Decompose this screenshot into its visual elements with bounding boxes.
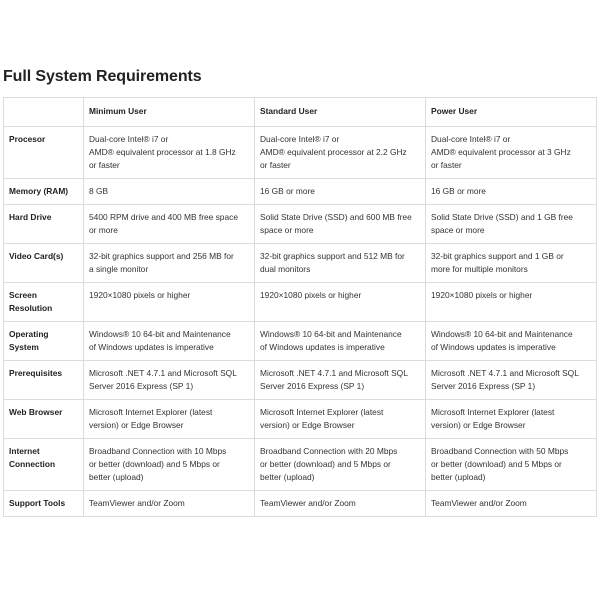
cell-standard [255, 322, 426, 361]
cell-standard [255, 283, 426, 322]
cell-line: Dual-core Intel® i7 or [89, 134, 169, 144]
table-row [4, 244, 597, 283]
cell-standard [255, 491, 426, 517]
cell-minimum [84, 491, 255, 517]
cell-line: space or more [260, 225, 314, 235]
cell-minimum [84, 127, 255, 179]
cell-minimum [84, 244, 255, 283]
table-row [4, 322, 597, 361]
cell-line: version) or Edge Browser [260, 420, 355, 430]
cell-power [426, 244, 597, 283]
cell-line: 1920×1080 pixels or higher [89, 290, 191, 300]
row-label [4, 283, 84, 322]
cell-line: or faster [431, 160, 462, 170]
row-label-line: Web Browser [9, 407, 63, 417]
cell-line: AMD® equivalent processor at 2.2 GHz [260, 147, 407, 157]
table-row [4, 491, 597, 517]
cell-line: 16 GB or more [260, 186, 315, 196]
row-label-line: Memory (RAM) [9, 186, 69, 196]
cell-power [426, 400, 597, 439]
cell-standard [255, 439, 426, 491]
cell-line: 5400 RPM drive and 400 MB free space [89, 212, 238, 222]
cell-power [426, 322, 597, 361]
cell-power [426, 361, 597, 400]
cell-line: Microsoft .NET 4.7.1 and Microsoft SQL [89, 368, 237, 378]
cell-line: better (upload) [260, 472, 315, 482]
cell-standard [255, 127, 426, 179]
cell-line: better (upload) [89, 472, 144, 482]
cell-line: 1920×1080 pixels or higher [431, 290, 533, 300]
cell-line: 32-bit graphics support and 1 GB or [431, 251, 564, 261]
cell-line: TeamViewer and/or Zoom [260, 498, 356, 508]
cell-line: or more [89, 225, 118, 235]
row-label-line: Prerequisites [9, 368, 63, 378]
table-row [4, 205, 597, 244]
header-minimum-user: Minimum User [84, 98, 255, 127]
cell-line: Windows® 10 64-bit and Maintenance [431, 329, 573, 339]
row-label-line: Video Card(s) [9, 251, 64, 261]
table-row [4, 127, 597, 179]
cell-line: Solid State Drive (SSD) and 600 MB free [260, 212, 412, 222]
cell-line: Dual-core Intel® i7 or [431, 134, 511, 144]
row-label-line: Connection [9, 459, 56, 469]
row-label-line: Procesor [9, 134, 46, 144]
cell-minimum [84, 283, 255, 322]
cell-standard [255, 179, 426, 205]
cell-minimum [84, 205, 255, 244]
cell-line: Dual-core Intel® i7 or [260, 134, 340, 144]
row-label-line: Hard Drive [9, 212, 52, 222]
row-label [4, 361, 84, 400]
cell-line: TeamViewer and/or Zoom [431, 498, 527, 508]
row-label [4, 179, 84, 205]
cell-line: AMD® equivalent processor at 3 GHz [431, 147, 571, 157]
cell-line: Microsoft Internet Explorer (latest [89, 407, 213, 417]
cell-line: better (upload) [431, 472, 486, 482]
cell-line: or better (download) and 5 Mbps or [431, 459, 562, 469]
cell-standard [255, 205, 426, 244]
cell-power [426, 283, 597, 322]
row-label [4, 205, 84, 244]
cell-line: Server 2016 Express (SP 1) [89, 381, 194, 391]
row-label-line: Screen [9, 290, 37, 300]
cell-line: Microsoft Internet Explorer (latest [431, 407, 555, 417]
cell-line: of Windows updates is imperative [89, 342, 214, 352]
cell-line: TeamViewer and/or Zoom [89, 498, 185, 508]
cell-line: Broadband Connection with 10 Mbps [89, 446, 227, 456]
cell-line: version) or Edge Browser [431, 420, 526, 430]
table-row [4, 361, 597, 400]
row-label-line: Internet [9, 446, 40, 456]
row-label [4, 439, 84, 491]
row-label-line: System [9, 342, 39, 352]
cell-line: Microsoft .NET 4.7.1 and Microsoft SQL [431, 368, 579, 378]
row-label [4, 322, 84, 361]
row-label-line: Resolution [9, 303, 53, 313]
cell-line: of Windows updates is imperative [431, 342, 556, 352]
table-row [4, 283, 597, 322]
cell-line: or better (download) and 5 Mbps or [260, 459, 391, 469]
cell-minimum [84, 439, 255, 491]
cell-line: 8 GB [89, 186, 109, 196]
cell-power [426, 205, 597, 244]
cell-line: Microsoft .NET 4.7.1 and Microsoft SQL [260, 368, 408, 378]
cell-power [426, 179, 597, 205]
cell-line: 1920×1080 pixels or higher [260, 290, 362, 300]
cell-line: version) or Edge Browser [89, 420, 184, 430]
row-label [4, 244, 84, 283]
cell-minimum [84, 361, 255, 400]
header-empty-cell [4, 98, 84, 127]
cell-standard [255, 400, 426, 439]
header-power-user: Power User [426, 98, 597, 127]
cell-line: Solid State Drive (SSD) and 1 GB free [431, 212, 573, 222]
cell-line: or better (download) and 5 Mbps or [89, 459, 220, 469]
cell-power [426, 439, 597, 491]
row-label [4, 127, 84, 179]
cell-line: Windows® 10 64-bit and Maintenance [260, 329, 402, 339]
requirements-body [4, 127, 597, 517]
header-row [4, 98, 597, 127]
cell-minimum [84, 400, 255, 439]
table-row [4, 400, 597, 439]
cell-minimum [84, 322, 255, 361]
cell-line: a single monitor [89, 264, 149, 274]
cell-line: space or more [431, 225, 485, 235]
row-label-line: Support Tools [9, 498, 66, 508]
page-title: Full System Requirements [3, 68, 202, 85]
cell-power [426, 127, 597, 179]
cell-line: 16 GB or more [431, 186, 486, 196]
cell-line: Microsoft Internet Explorer (latest [260, 407, 384, 417]
cell-line: more for multiple monitors [431, 264, 528, 274]
cell-line: Windows® 10 64-bit and Maintenance [89, 329, 231, 339]
cell-power [426, 491, 597, 517]
cell-line: Server 2016 Express (SP 1) [431, 381, 536, 391]
cell-line: or faster [260, 160, 291, 170]
row-label [4, 400, 84, 439]
cell-line: dual monitors [260, 264, 311, 274]
table-row [4, 439, 597, 491]
cell-line: of Windows updates is imperative [260, 342, 385, 352]
row-label-line: Operating [9, 329, 49, 339]
cell-line: AMD® equivalent processor at 1.8 GHz [89, 147, 236, 157]
cell-standard [255, 361, 426, 400]
cell-minimum [84, 179, 255, 205]
cell-line: Broadband Connection with 50 Mbps [431, 446, 569, 456]
cell-line: Broadband Connection with 20 Mbps [260, 446, 398, 456]
cell-line: 32-bit graphics support and 512 MB for [260, 251, 405, 261]
cell-line: or faster [89, 160, 120, 170]
cell-line: Server 2016 Express (SP 1) [260, 381, 365, 391]
cell-line: 32-bit graphics support and 256 MB for [89, 251, 234, 261]
table-row [4, 179, 597, 205]
requirements-table [3, 97, 597, 517]
row-label [4, 491, 84, 517]
cell-standard [255, 244, 426, 283]
header-standard-user: Standard User [255, 98, 426, 127]
